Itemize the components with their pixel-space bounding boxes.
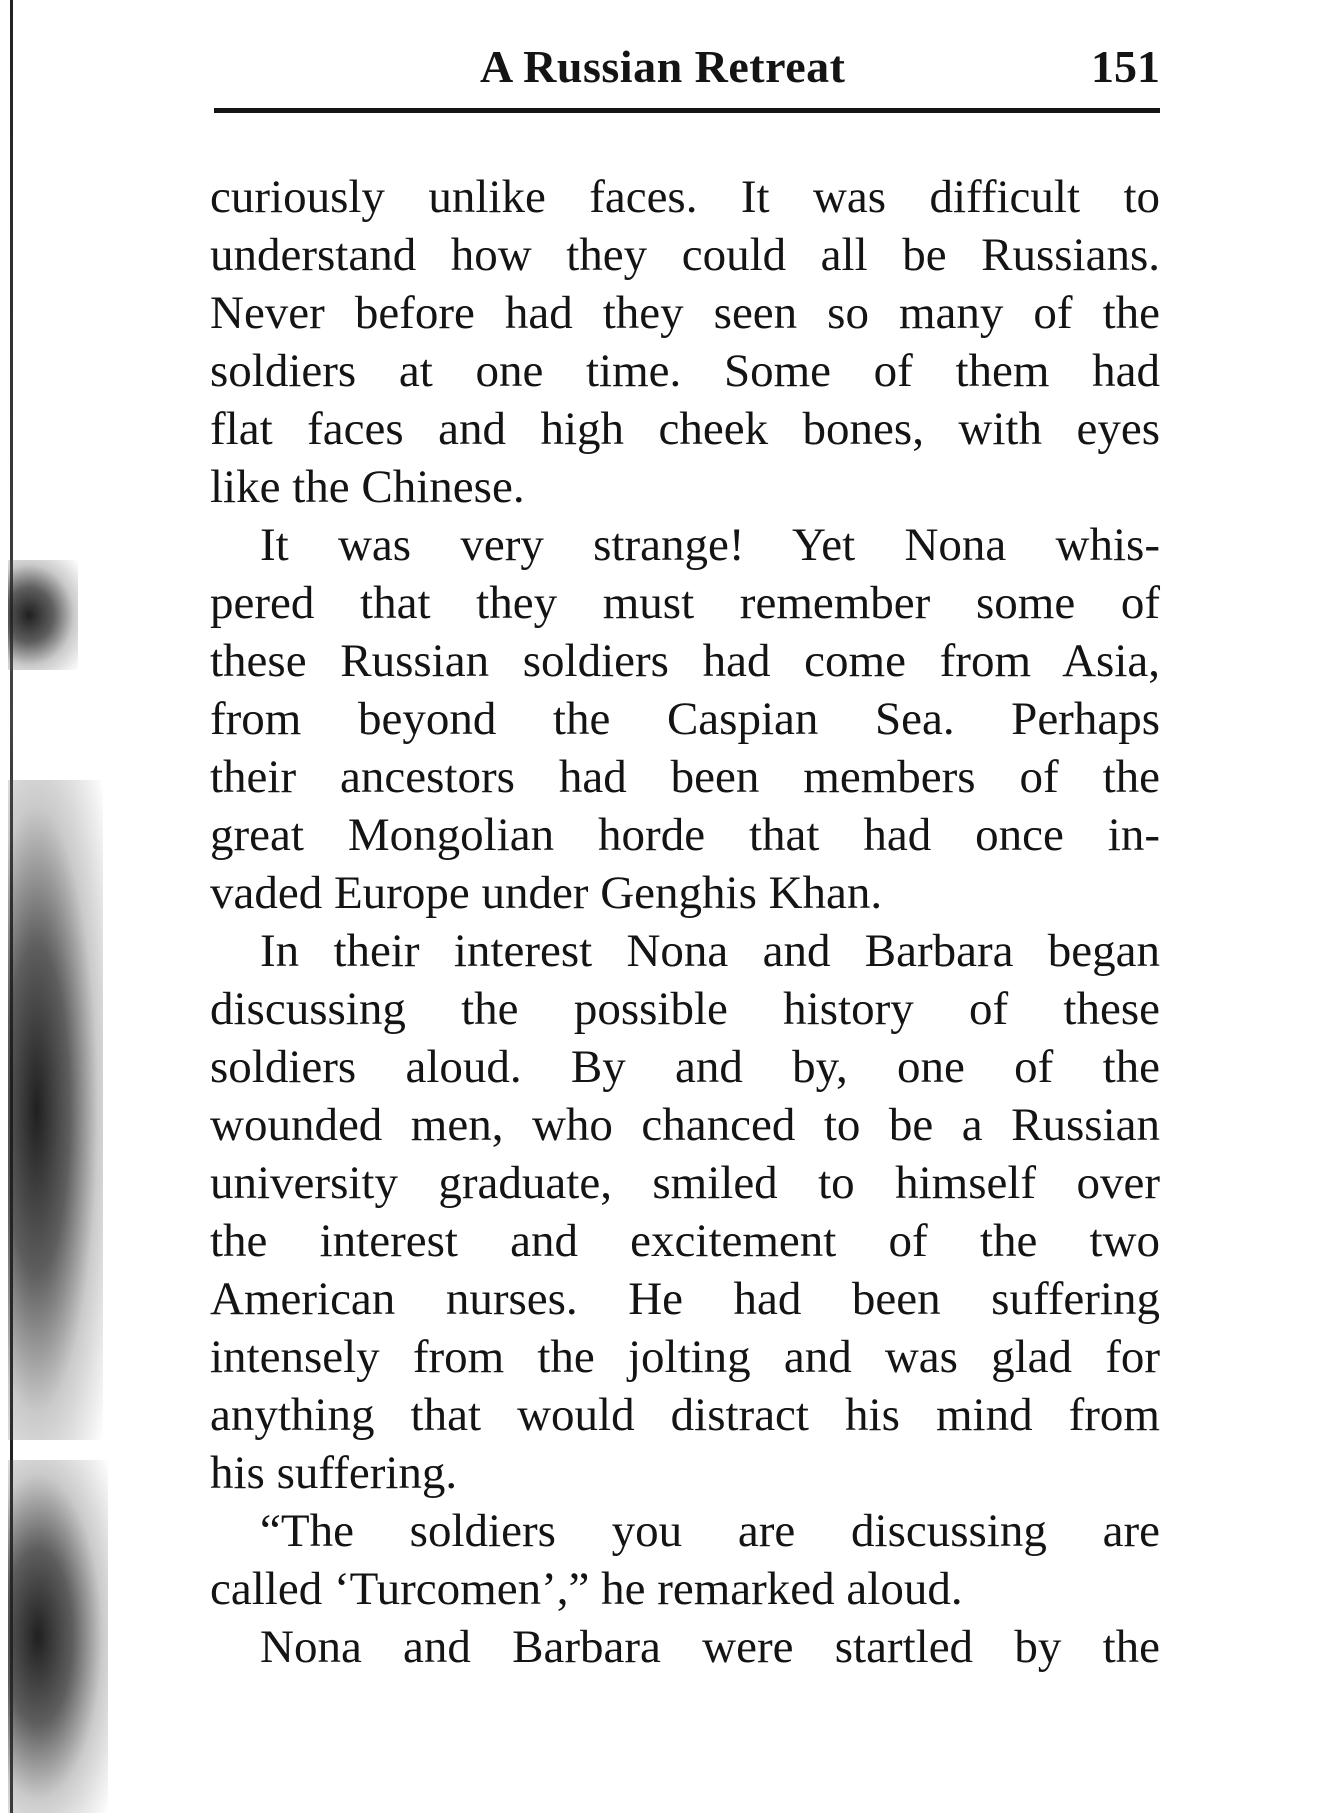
text-line: their ancestors had been members of the [210, 751, 1160, 803]
scan-shadow-upper [8, 560, 78, 670]
text-line: flat faces and high cheek bones, with eyes [210, 403, 1160, 455]
text-line: vaded Europe under Genghis Khan. [210, 867, 883, 919]
text-line: the interest and excitement of the two [210, 1215, 1160, 1267]
text-line: from beyond the Caspian Sea. Perhaps [210, 693, 1160, 745]
text-line: Nona and Barbara were startled by the [260, 1621, 1160, 1673]
scan-shadow-middle [8, 780, 103, 1440]
text-line: Never before had they seen so many of the [210, 287, 1160, 339]
running-header [210, 0, 1160, 100]
text-line: university graduate, smiled to himself over [210, 1157, 1160, 1209]
text-line: wounded men, who chanced to be a Russian [210, 1099, 1160, 1151]
text-line: It was very strange! Yet Nona whis- [260, 519, 1160, 571]
page-number: 151 [1091, 41, 1160, 92]
text-line: American nurses. He had been suffering [210, 1273, 1160, 1325]
text-line: these Russian soldiers had come from Asia, [210, 635, 1160, 687]
text-line: like the Chinese. [210, 461, 525, 513]
text-line: his suffering. [210, 1447, 458, 1499]
text-line: understand how they could all be Russians. [210, 229, 1160, 281]
text-line: soldiers aloud. By and by, one of the [210, 1041, 1160, 1093]
running-title: A Russian Retreat [480, 41, 846, 92]
text-line: “The soldiers you are discussing are [260, 1505, 1160, 1557]
scan-shadow-lower [8, 1460, 108, 1813]
text-line: great Mongolian horde that had once in- [210, 809, 1160, 861]
header-rule [214, 108, 1160, 113]
text-line: anything that would distract his mind from [210, 1389, 1160, 1441]
text-line: In their interest Nona and Barbara began [260, 925, 1160, 977]
text-line: discussing the possible history of these [210, 983, 1160, 1035]
scanned-binding-edge [0, 0, 110, 1813]
body-text [210, 168, 1160, 1676]
text-line: intensely from the jolting and was glad for [210, 1331, 1160, 1383]
text-line: pered that they must remember some of [210, 577, 1160, 629]
book-page [210, 0, 1160, 1673]
text-line: called ‘Turcomen’,” he remarked aloud. [210, 1563, 963, 1615]
text-line: soldiers at one time. Some of them had [210, 345, 1160, 397]
text-line: curiously unlike faces. It was difficult to [210, 171, 1160, 223]
